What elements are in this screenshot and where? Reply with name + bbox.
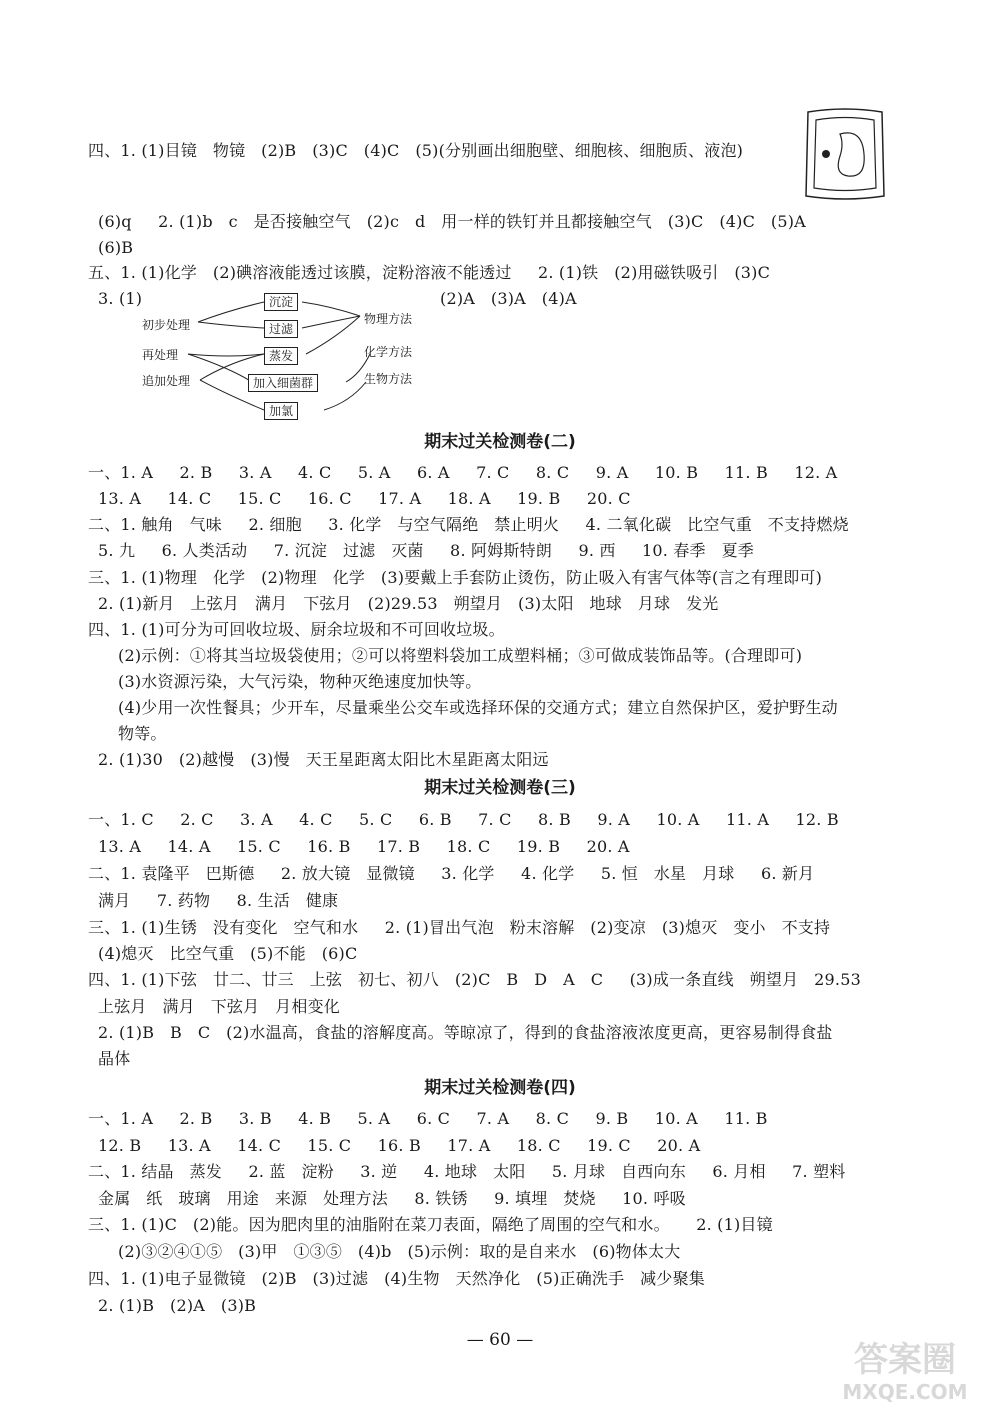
answer-line: 一、1. A 2. B 3. A 4. C 5. A 6. A 7. C 8. C 9. A 10. B 11. B 12. A — [88, 463, 838, 482]
answer-line: 二、1. 袁隆平 巴斯德 2. 放大镜 显微镜 3. 化学 4. 化学 5. 恒 水星 月球 6. 新月 — [88, 864, 815, 883]
answer-line: 3. (1) — [98, 289, 143, 308]
answer-line: 12. B 13. A 14. C 15. C 16. B 17. A 18. C 19. C 20. A — [98, 1136, 701, 1155]
diagram-stage-label: 初步处理 — [142, 318, 191, 332]
diagram-stage-label: 追加处理 — [142, 374, 191, 388]
answer-line: 上弦月 满月 下弦月 月相变化 — [98, 997, 340, 1016]
answer-line: 二、1. 触角 气味 2. 细胞 3. 化学 与空气隔绝 禁止明火 4. 二氧化碳 比空气重 不支持燃烧 — [88, 515, 849, 534]
answer-line: 二、1. 结晶 蒸发 2. 蓝 淀粉 3. 逆 4. 地球 太阳 5. 月球 自西向东 6. 月相 7. 塑料 — [88, 1162, 846, 1181]
page-number: — 60 — — [466, 1330, 534, 1350]
answer-line: 满月 7. 药物 8. 生活 健康 — [98, 891, 339, 910]
diagram-process-box: 加入细菌群 — [248, 374, 318, 392]
answer-line: 四、1. (1)下弦 廿二、廿三 上弦 初七、初八 (2)C B D A C (3)成一条直线 朔望月 29.53 — [88, 970, 861, 989]
watermark-url: MXQE.COM — [842, 1380, 968, 1404]
answer-line: 2. (1)B B C (2)水温高，食盐的溶解度高。等晾凉了，得到的食盐溶液浓度更高，更容易制得食盐 — [98, 1023, 833, 1042]
answer-line: (3)水资源污染，大气污染，物种灭绝速度加快等。 — [118, 672, 482, 691]
answer-line: 三、1. (1)生锈 没有变化 空气和水 2. (1)冒出气泡 粉末溶解 (2)变凉 (3)熄灭 变小 不支持 — [88, 918, 831, 937]
answer-line: 晶体 — [98, 1049, 131, 1068]
answer-line: 5. 九 6. 人类活动 7. 沉淀 过滤 灭菌 8. 阿姆斯特朗 9. 西 10. 春季 夏季 — [98, 541, 755, 560]
answer-line: 三、1. (1)C (2)能。因为肥肉里的油脂附在菜刀表面，隔绝了周围的空气和水。 2. (1)目镜 — [88, 1215, 773, 1234]
answer-line: (2)③②④①⑤ (3)甲 ①③⑤ (4)b (5)示例：取的是自来水 (6)物体太大 — [118, 1242, 681, 1261]
watermark-text: 答案圈 — [854, 1340, 956, 1380]
answer-line: 三、1. (1)物理 化学 (2)物理 化学 (3)要戴上手套防止烫伤，防止吸入有害气体等(言之有理即可) — [88, 568, 823, 587]
diagram-method-label: 生物方法 — [364, 372, 413, 386]
answer-line: 13. A 14. C 15. C 16. C 17. A 18. A 19. B 20. C — [98, 489, 631, 508]
answer-line: (4)少用一次性餐具；少开车，尽量乘坐公交车或选择环保的交通方式；建立自然保护区，爱护野生动 — [118, 698, 838, 717]
diagram-process-box: 沉淀 — [264, 293, 298, 311]
section-title: 期末过关检测卷(三) — [424, 778, 576, 798]
diagram-process-box: 加氯 — [264, 402, 298, 420]
answer-line: 13. A 14. A 15. C 16. B 17. B 18. C 19. B 20. A — [98, 837, 630, 856]
answer-line: 一、1. A 2. B 3. B 4. B 5. A 6. C 7. A 8. C 9. B 10. A 11. B — [88, 1109, 768, 1128]
plant-cell-drawing — [800, 104, 890, 204]
answer-line: 2. (1)B (2)A (3)B — [98, 1296, 257, 1315]
diagram-stage-label: 再处理 — [142, 348, 179, 362]
answer-line: 四、1. (1)电子显微镜 (2)B (3)过滤 (4)生物 天然净化 (5)正确洗手 减少聚集 — [88, 1269, 705, 1288]
diagram-process-box: 过滤 — [264, 320, 298, 338]
answer-line: (6)q 2. (1)b c 是否接触空气 (2)c d 用一样的铁钉并且都接触空气 (3)C (4)C (5)A — [98, 212, 806, 231]
answer-line: (6)B — [98, 238, 134, 257]
answer-line: 2. (1)30 (2)越慢 (3)慢 天王星距离太阳比木星距离太阳远 — [98, 750, 549, 769]
answer-line: (4)熄灭 比空气重 (5)不能 (6)C — [98, 944, 358, 963]
answer-line: (2)A (3)A (4)A — [440, 289, 577, 308]
diagram-method-label: 化学方法 — [364, 345, 413, 359]
answer-line: 一、1. C 2. C 3. A 4. C 5. C 6. B 7. C 8. B 9. A 10. A 11. A 12. B — [88, 810, 839, 829]
answer-line: 四、1. (1)可分为可回收垃圾、厨余垃圾和不可回收垃圾。 — [88, 620, 505, 639]
answer-line: 金属 纸 玻璃 用途 来源 处理方法 8. 铁锈 9. 填埋 焚烧 10. 呼吸 — [98, 1189, 686, 1208]
watermark-logo — [820, 1340, 990, 1410]
diagram-process-box: 蒸发 — [264, 347, 298, 365]
answer-line: (2)示例：①将其当垃圾袋使用；②可以将塑料袋加工成塑料桶；③可做成装饰品等。(合理即可) — [118, 646, 803, 665]
answer-line: 物等。 — [118, 724, 167, 743]
answer-line: 四、1. (1)目镜 物镜 (2)B (3)C (4)C (5)(分别画出细胞壁、细胞核、细胞质、液泡) — [88, 141, 744, 160]
diagram-connectors — [140, 282, 580, 432]
section-title: 期末过关检测卷(四) — [424, 1078, 576, 1098]
section-title: 期末过关检测卷(二) — [424, 432, 576, 452]
answer-line: 五、1. (1)化学 (2)碘溶液能透过该膜，淀粉溶液不能透过 2. (1)铁 (2)用磁铁吸引 (3)C — [88, 263, 771, 282]
answer-line: 2. (1)新月 上弦月 满月 下弦月 (2)29.53 朔望月 (3)太阳 地球 月球 发光 — [98, 594, 719, 613]
diagram-method-label: 物理方法 — [364, 312, 413, 326]
